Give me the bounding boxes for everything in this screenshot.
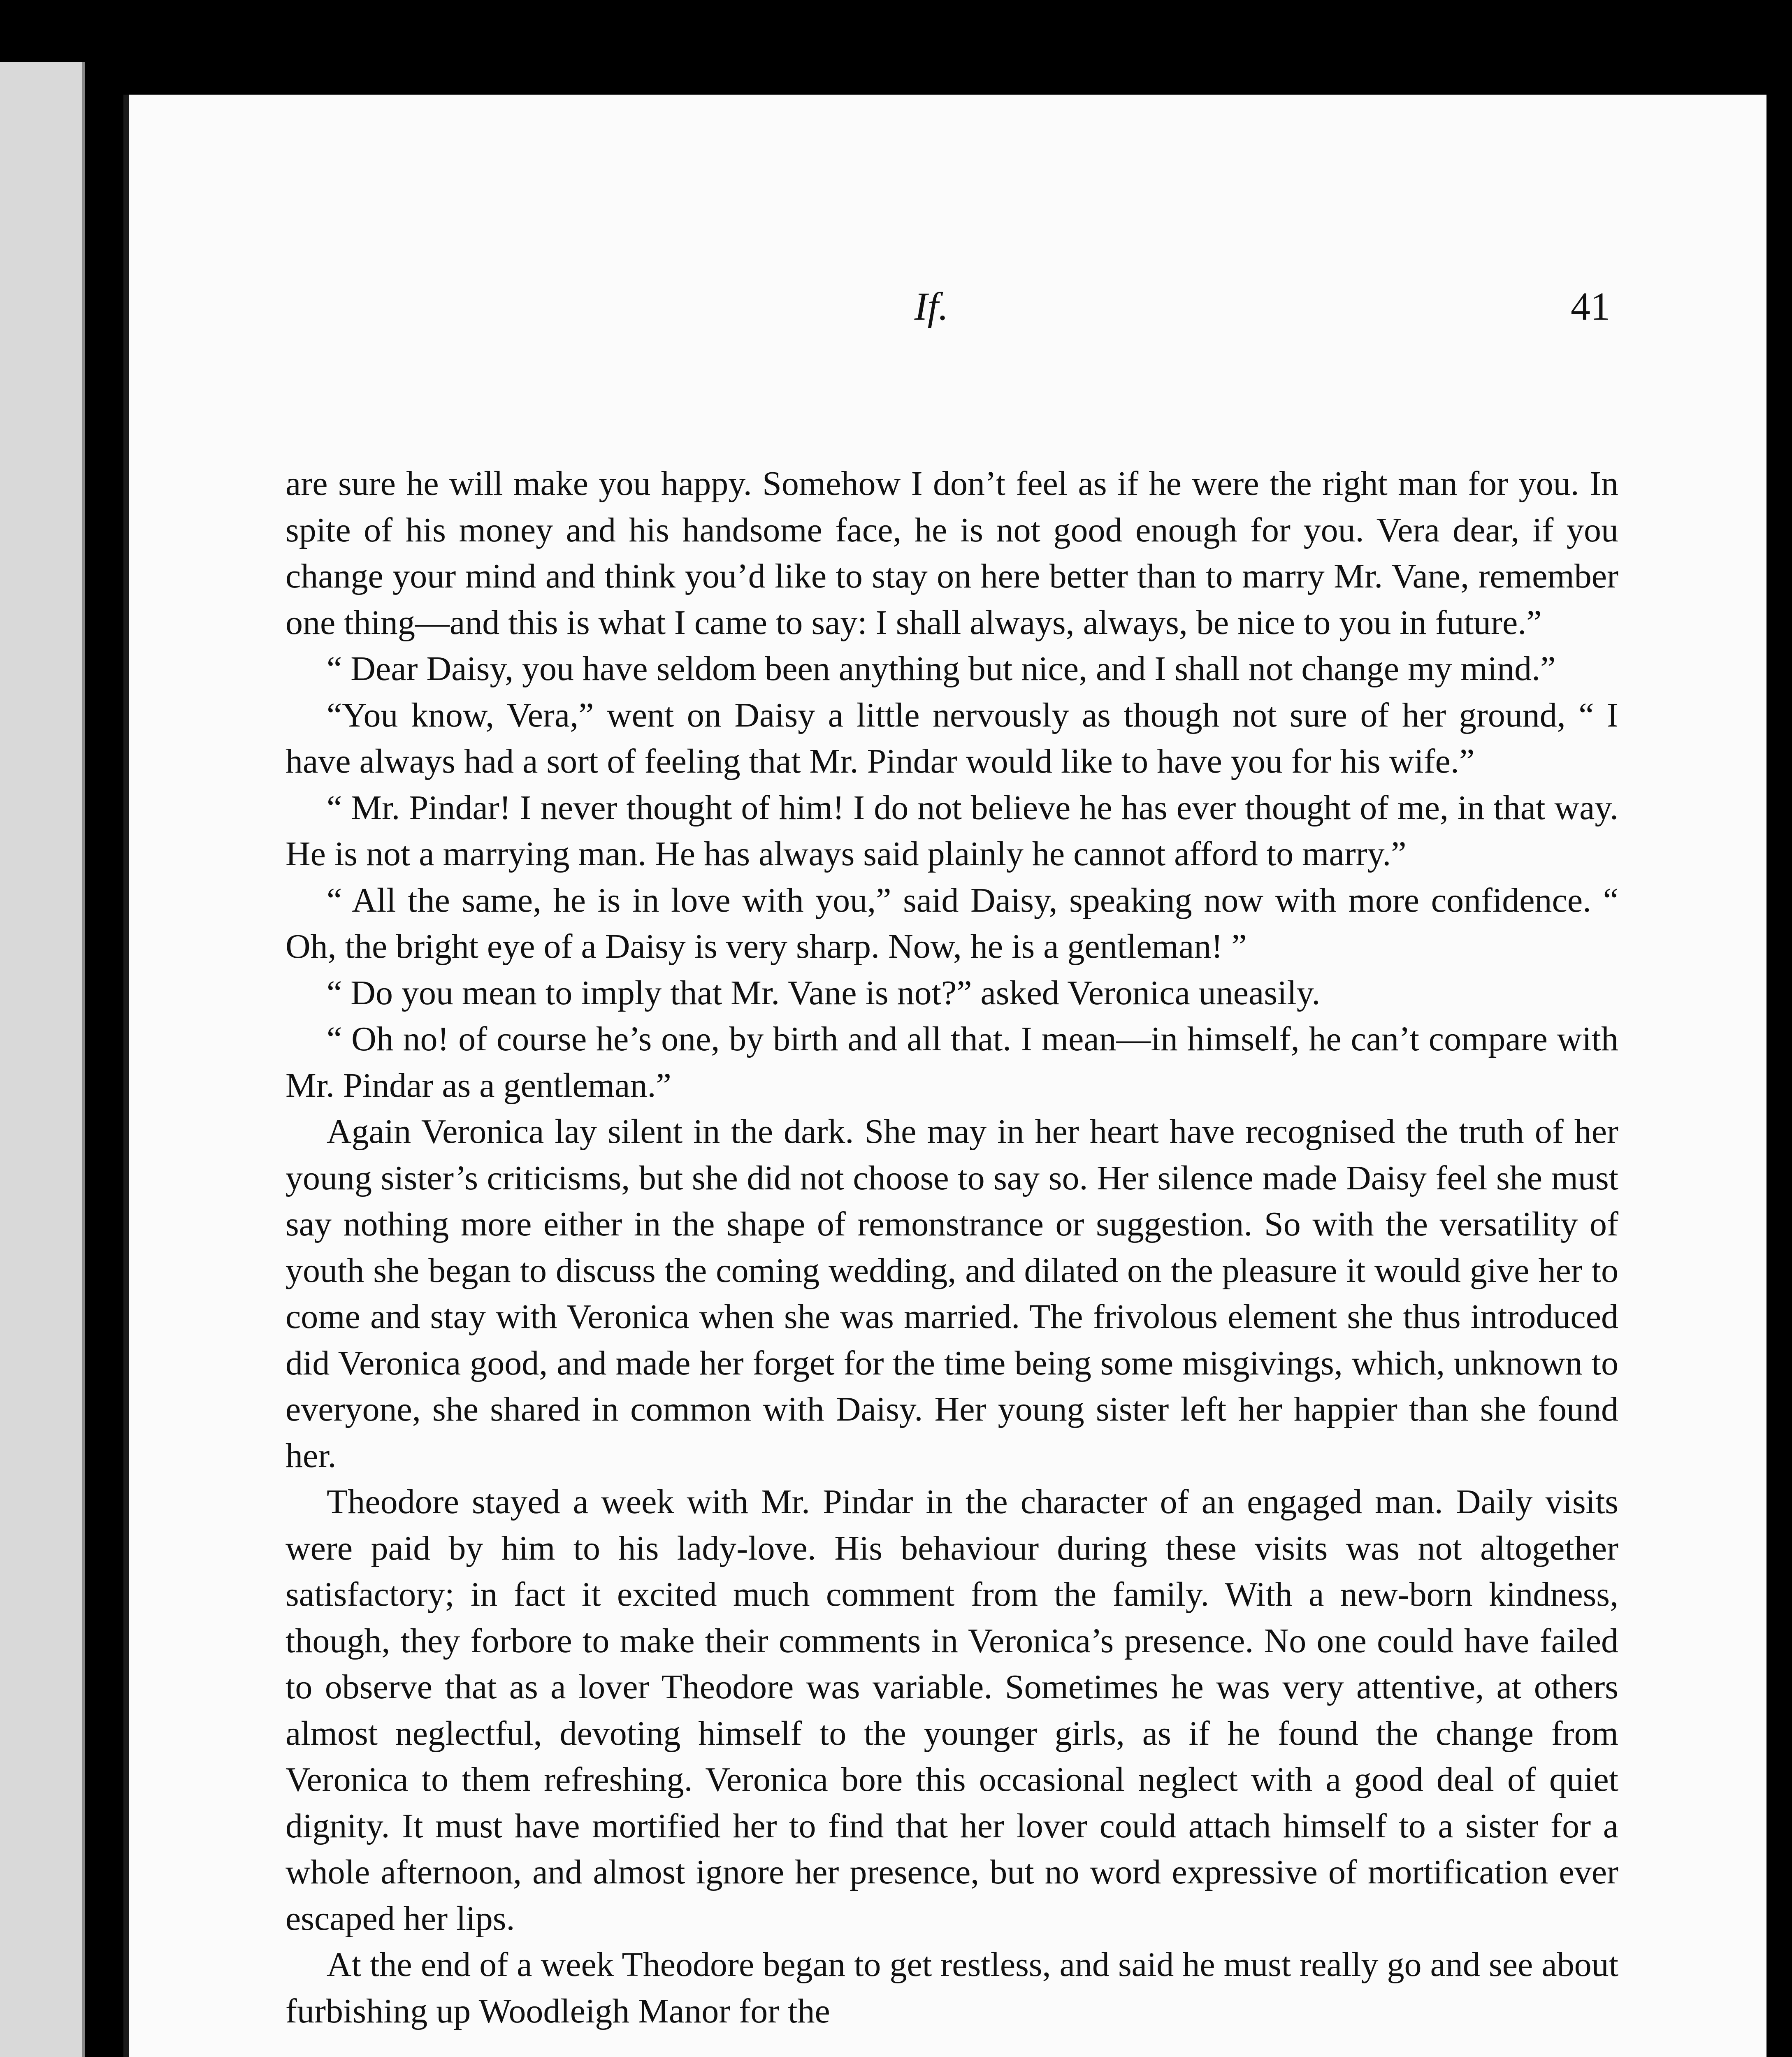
paragraph: “ Do you mean to imply that Mr. Vane is not?” asked Veronica uneasily. [327, 973, 1321, 1012]
paragraph: “ Oh no! of course he’s one, by birth and all that. I mean—in himself, he can’t compare with Mr. Pindar as a gentleman.” [286, 1020, 1618, 1105]
paragraph: At the end of a week Theodore began to get restless, and said he must really go and see about furbishing up Woodleigh Manor for the [286, 1946, 1618, 2030]
body-text [286, 461, 1618, 2034]
paragraph: “You know, Vera,” went on Daisy a little nervously as though not sure of her ground, “ I have always had a sort of feeling that Mr. Pindar would like to have you for his wife.” [286, 696, 1618, 780]
paragraph: Again Veronica lay silent in the dark. She may in her heart have recognised the truth of her young sister’s criticisms, but she did not choose to say so. Her silence made Daisy feel she must say nothing more either in the shape of remonstrance or suggestion. So with the versatility of youth she began to discuss the coming wedding, and dilated on the pleasure it would give her to come and stay with Veronica when she was married. The frivolous element she thus introduced did Veronica good, and made her forget for the time being some misgivings, which, unknown to everyone, she shared in common with Daisy. Her young sister left her happier than she found her. [286, 1112, 1618, 1475]
adjacent-page-edge [0, 62, 85, 2057]
paragraph: Theodore stayed a week with Mr. Pindar in the character of an engaged man. Daily visits were paid by him to his lady-love. His behaviour during these visits was not altogether satisfactory; in fact it excited much comment from the family. With a new-born kindness, though, they forbore to make their comments in Veronica’s presence. No one could have failed to observe that as a lover Theodore was variable. Sometimes he was very attentive, at others almost neglectful, devoting himself to the younger girls, as if he found the change from Veronica to them refreshing. Veronica bore this occasional neglect with a good deal of quiet dignity. It must have mortified her to find that her lover could attach himself to a sister for a whole afternoon, and almost ignore her presence, but no word expressive of mortification ever escaped her lips. [286, 1483, 1618, 1938]
paragraph: “ All the same, he is in love with you,” said Daisy, speaking now with more confidence. “ Oh, the bright eye of a Daisy is very sharp. Now, he is a gentleman! ” [286, 881, 1618, 966]
paragraph: “ Dear Daisy, you have seldom been anything but nice, and I shall not change my mind.” [327, 650, 1556, 688]
paragraph: “ Mr. Pindar! I never thought of him! I do not believe he has ever thought of me, in that way. He is not a marrying man. He has always said plainly he cannot afford to marry.” [286, 788, 1618, 873]
book-page [123, 95, 1766, 2057]
page-number: 41 [1571, 284, 1610, 328]
running-head [253, 284, 1610, 329]
running-title: If. [914, 284, 949, 328]
paragraph: are sure he will make you happy. Somehow I don’t feel as if he were the right man for you. In spite of his money and his handsome face, he is not good enough for you. Vera dear, if you change your mind and think you’d like to stay on here better than to marry Mr. Vane, remember one thing—and this is what I came to say: I shall always, always, be nice to you in future.” [286, 464, 1618, 642]
